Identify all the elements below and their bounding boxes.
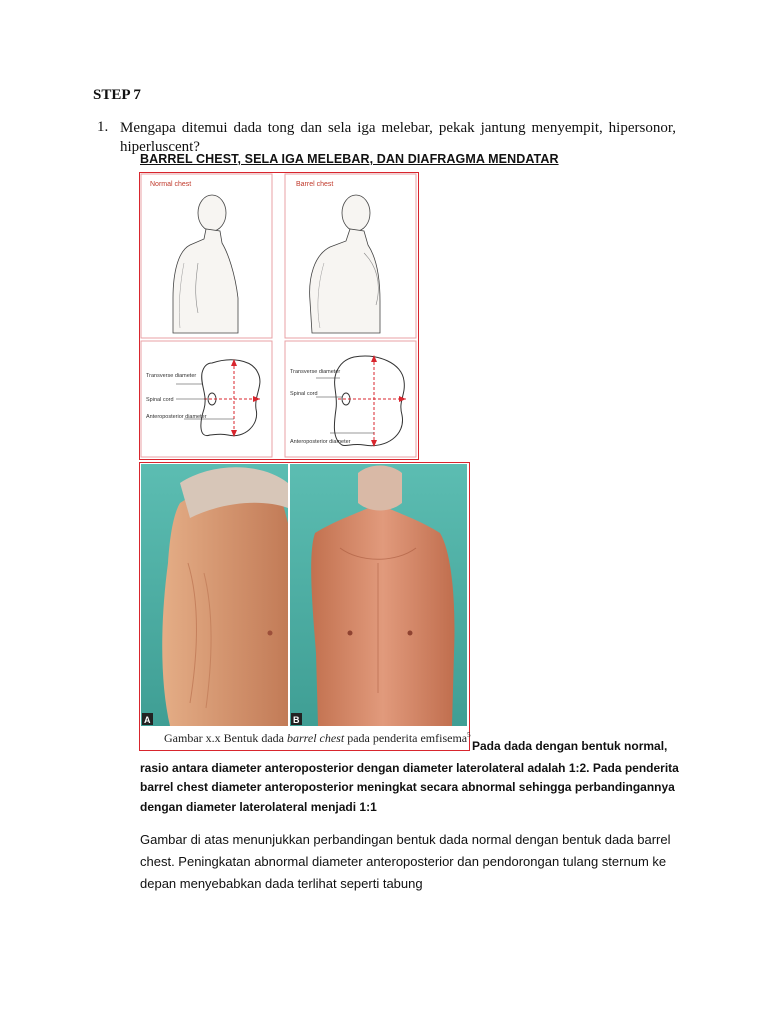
photo-b-neck: [358, 466, 402, 511]
barrel-label-spinal: Spinal cord: [290, 391, 318, 397]
photo-b-nipple-left: [348, 631, 353, 636]
section-subheading: BARREL CHEST, SELA IGA MELEBAR, DAN DIAFRAGMA MENDATAR: [140, 152, 559, 166]
chest-illustration-svg: [140, 173, 417, 458]
paragraph2: Gambar di atas menunjukkan perbandingan bentuk dada normal dengan bentuk dada barrel chest. Peningkatan abnormal diameter anteroposterior dan pendorongan tulang sternum ke depan menyebabkan dada terlihat seperti tabung: [140, 832, 671, 891]
normal-label-ap: Anteroposterior diameter: [146, 414, 207, 420]
normal-chest-figure: [173, 195, 238, 333]
barrel-chest-figure: [310, 195, 380, 333]
normal-chest-title: Normal chest: [150, 181, 192, 188]
caption-superscript: 5: [467, 731, 471, 739]
photo-b-nipple-right: [408, 631, 413, 636]
caption-prefix: Gambar x.x Bentuk dada: [164, 731, 287, 745]
caption-suffix: pada penderita emfisema: [344, 731, 468, 745]
step-heading: STEP 7: [93, 87, 141, 103]
paragraph1-rest: rasio antara diameter anteroposterior dengan diameter laterolateral adalah 1:2. Pada penderita barrel chest diameter anteroposterior meningkat secara abnormal sehingga perbandingannya dengan diameter laterolateral menjadi 1:1: [140, 760, 679, 814]
barrel-chest-title: Barrel chest: [296, 181, 334, 188]
caption-italic: barrel chest: [286, 731, 345, 745]
photos-svg: [140, 463, 471, 749]
emphysema-photos: [139, 462, 470, 751]
normal-cross-labels: [146, 373, 207, 420]
normal-cross-section: [176, 359, 260, 437]
normal-label-transverse: Transverse diameter: [146, 373, 197, 379]
paragraph1-first-line: Pada dada dengan bentuk normal,: [472, 739, 668, 753]
paragraph1: [140, 739, 700, 817]
barrel-label-transverse: Transverse diameter: [290, 369, 341, 375]
photo-a-nipple: [268, 631, 273, 636]
barrel-label-ap: Anteroposterior diameter: [290, 439, 351, 445]
photo-b-label: B: [293, 715, 300, 725]
normal-label-spinal: Spinal cord: [146, 397, 174, 403]
photo-a-torso: [162, 482, 288, 726]
photo-b-torso: [311, 503, 454, 726]
photo-a-label: A: [144, 715, 151, 725]
chest-comparison-illustration: [139, 172, 419, 460]
question-number: 1.: [97, 119, 109, 135]
question-text: Mengapa ditemui dada tong dan sela iga melebar, pekak jantung menyempit, hipersonor, hiperluscent?: [120, 120, 676, 155]
